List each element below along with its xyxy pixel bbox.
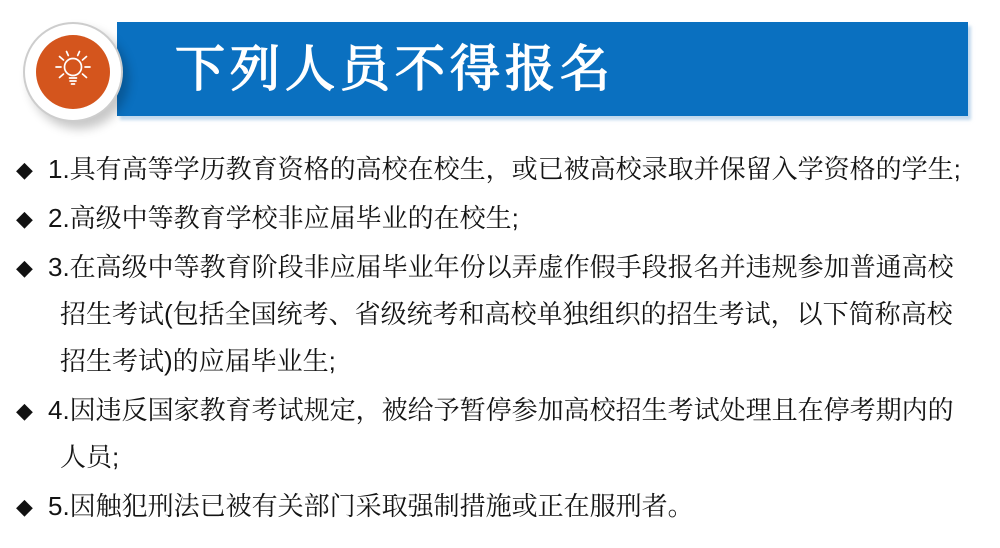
list-item-line: 招生考试)的应届毕业生; [60, 346, 336, 376]
list-item [0, 195, 1000, 242]
diamond-bullet-icon: ◆ [16, 398, 33, 423]
diamond-bullet-icon: ◆ [16, 206, 33, 231]
list-item-line: 1.具有高等学历教育资格的高校在校生，或已被高校录取并保留入学资格的学生; [48, 154, 961, 184]
list-item-line: 4.因违反国家教育考试规定，被给予暂停参加高校招生考试处理且在停考期内的 [48, 395, 954, 425]
diamond-bullet-icon: ◆ [16, 157, 33, 182]
diamond-bullet-icon: ◆ [16, 494, 33, 519]
list-item [0, 483, 1000, 530]
bullet-list [0, 146, 1000, 532]
list-item-line: 人员; [60, 442, 120, 472]
list-item [0, 146, 1000, 193]
icon-badge-circle [36, 35, 110, 109]
header-banner [117, 22, 968, 116]
icon-badge [23, 22, 123, 122]
list-item-line: 2.高级中等教育学校非应届毕业的在校生; [48, 203, 519, 233]
list-item-line: 招生考试(包括全国统考、省级统考和高校单独组织的招生考试，以下简称高校 [60, 299, 953, 329]
diamond-bullet-icon: ◆ [16, 255, 33, 280]
list-item [0, 387, 1000, 481]
list-item-line: 3.在高级中等教育阶段非应届毕业年份以弄虚作假手段报名并违规参加普通高校 [48, 252, 954, 282]
list-item [0, 244, 1000, 385]
page-title: 下列人员不得报名 [175, 41, 615, 97]
list-item-line: 5.因触犯刑法已被有关部门采取强制措施或正在服刑者。 [48, 491, 694, 521]
